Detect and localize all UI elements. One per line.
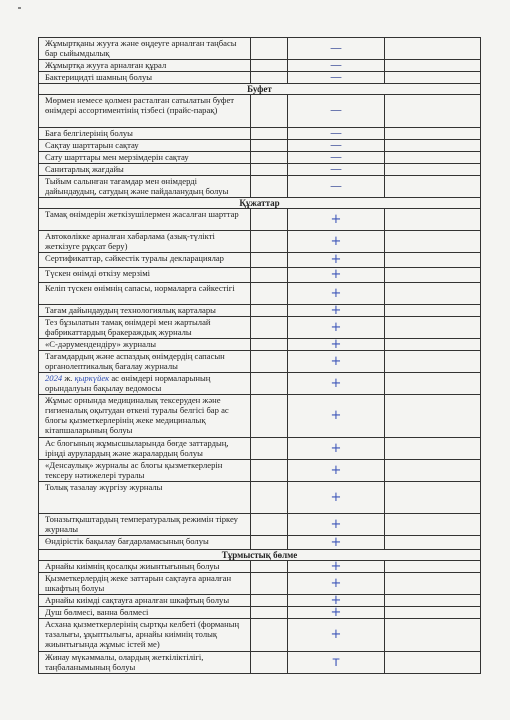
criterion-text: Тағамдардың және аспаздық өнімдердің сапасын органолептикалық бағалау журналы	[39, 351, 251, 373]
criterion-text: Толық тазалау жүргізу журналы	[39, 482, 251, 514]
blank-cell	[251, 536, 288, 550]
form-tail-text: ас өнімдері нормаларының орындалуын бақылау ведомосы	[45, 373, 211, 393]
notes-cell	[385, 395, 481, 438]
blank-cell	[251, 460, 288, 482]
scan-artifact	[18, 7, 21, 9]
table-row	[39, 253, 481, 268]
section-title: Құжаттар	[39, 198, 481, 209]
table-row	[39, 152, 481, 164]
criterion-text: Жұмыс орнында медициналық тексеруден және гигиеналық оқытудан өткені туралы белгісі бар ас блогы қызметкерлерінің жеке медициналық кітапшаларының болуы	[39, 395, 251, 438]
criterion-text: Келіп түскен өнімнің сапасы, нормаларға сәйкестігі	[39, 283, 251, 305]
handwritten-mark: +	[330, 534, 342, 550]
criterion-text: Қызметкерлердің жеке заттарын сақтауға арналған шкафтың болуы	[39, 573, 251, 595]
table-row	[39, 72, 481, 84]
notes-cell	[385, 438, 481, 460]
notes-cell	[385, 482, 481, 514]
handwritten-year: 2024	[45, 373, 63, 383]
blank-cell	[251, 619, 288, 652]
table-row	[39, 652, 481, 674]
blank-cell	[251, 176, 288, 198]
criterion-text: Сату шарттары мен мерзімдерін сақтау	[39, 152, 251, 164]
mark-cell	[288, 38, 385, 60]
criterion-text: Асхана қызметкерлерінің сыртқы келбеті (форманың тазалығы, ұқыптылығы, арнайы киімнің толық жиынтығында жұмыс істей ме)	[39, 619, 251, 652]
table-row	[39, 164, 481, 176]
notes-cell	[385, 595, 481, 607]
mark-cell	[288, 514, 385, 536]
notes-cell	[385, 283, 481, 305]
table-row	[39, 283, 481, 305]
notes-cell	[385, 460, 481, 482]
notes-cell	[385, 209, 481, 231]
criterion-text: Арнайы киімнің қосалқы жиынтығының болуы	[39, 561, 251, 573]
mark-cell	[288, 619, 385, 652]
year-suffix: ж.	[64, 373, 73, 383]
notes-cell	[385, 514, 481, 536]
handwritten-mark: +	[330, 302, 342, 318]
criterion-text: Ас блогының жұмысшыларында бөгде заттардың, іріңді аурулардың және жаралардың болуы	[39, 438, 251, 460]
table-row	[39, 438, 481, 460]
notes-cell	[385, 176, 481, 198]
mark-cell	[288, 373, 385, 395]
handwritten-mark: —	[330, 137, 342, 152]
table-row	[39, 38, 481, 60]
table-row	[39, 514, 481, 536]
handwritten-mark: +	[330, 336, 342, 352]
mark-cell	[288, 604, 385, 620]
blank-cell	[251, 72, 288, 84]
mark-cell	[288, 161, 385, 176]
notes-cell	[385, 72, 481, 84]
blank-cell	[251, 573, 288, 595]
blank-cell	[251, 140, 288, 152]
section-header	[39, 84, 481, 95]
blank-cell	[251, 595, 288, 607]
section-header	[39, 550, 481, 561]
table-row	[39, 268, 481, 283]
notes-cell	[385, 95, 481, 128]
mark-cell	[288, 317, 385, 339]
handwritten-mark: +	[330, 516, 342, 532]
table-row	[39, 619, 481, 652]
mark-cell	[288, 652, 385, 674]
table-row	[39, 573, 481, 595]
blank-cell	[251, 60, 288, 72]
criterion-text: Автокөлікке арналған хабарлама (азық-түлікті жеткізуге рұқсат беру)	[39, 231, 251, 253]
notes-cell	[385, 339, 481, 351]
section-header	[39, 198, 481, 209]
blank-cell	[251, 253, 288, 268]
section-title: Буфет	[39, 84, 481, 95]
criterion-text: Баға белгілерінің болуы	[39, 128, 251, 140]
blank-cell	[251, 283, 288, 305]
mark-cell	[288, 438, 385, 460]
table-row	[39, 536, 481, 550]
handwritten-mark: +	[330, 353, 342, 369]
notes-cell	[385, 607, 481, 619]
blank-cell	[251, 482, 288, 514]
section-title: Тұрмыстық бөлме	[39, 550, 481, 561]
notes-cell	[385, 38, 481, 60]
mark-cell	[288, 482, 385, 514]
handwritten-mark: +	[330, 558, 342, 574]
criterion-text: Арнайы киімді сақтауға арналған шкафтың болуы	[39, 595, 251, 607]
notes-cell	[385, 536, 481, 550]
handwritten-mark: +	[330, 252, 342, 267]
handwritten-mark: —	[330, 178, 342, 193]
table-row	[39, 209, 481, 231]
mark-cell	[288, 395, 385, 438]
blank-cell	[251, 38, 288, 60]
blank-cell	[251, 152, 288, 164]
handwritten-mark: +	[330, 211, 342, 227]
handwritten-month: қыркүйек	[74, 373, 110, 383]
table-row	[39, 317, 481, 339]
table-row	[39, 95, 481, 128]
blank-cell	[251, 95, 288, 128]
handwritten-mark: +	[330, 627, 342, 642]
table-row	[39, 60, 481, 72]
blank-cell	[251, 561, 288, 573]
criterion-text: Жұмыртқа жууға арналған құрал	[39, 60, 251, 72]
blank-cell	[251, 395, 288, 438]
mark-cell	[288, 253, 385, 268]
table-row	[39, 607, 481, 619]
handwritten-mark: +	[330, 489, 342, 505]
table-row	[39, 231, 481, 253]
mark-cell	[288, 336, 385, 352]
mark-cell	[288, 460, 385, 482]
criterion-text: Тоназытқыштардың температуралық режимін тіркеу журналы	[39, 514, 251, 536]
criterion-text	[39, 373, 251, 395]
handwritten-mark: —	[330, 103, 342, 117]
table-row	[39, 595, 481, 607]
blank-cell	[251, 231, 288, 253]
table-row	[39, 351, 481, 373]
mark-cell	[288, 558, 385, 574]
handwritten-mark: +	[330, 440, 342, 456]
blank-cell	[251, 339, 288, 351]
handwritten-mark: +	[330, 267, 342, 282]
handwritten-mark: +	[330, 575, 342, 591]
notes-cell	[385, 268, 481, 283]
mark-cell	[288, 351, 385, 373]
notes-cell	[385, 619, 481, 652]
notes-cell	[385, 164, 481, 176]
criterion-text: Бактерицидті шамның болуы	[39, 72, 251, 84]
criterion-text: Мөрмен немесе қолмен расталған сатылатын буфет өнімдері ассортиментінің тізбесі (прайс-парақ)	[39, 95, 251, 128]
blank-cell	[251, 268, 288, 283]
mark-cell	[288, 69, 385, 84]
criterion-text: Санитарлық жағдайы	[39, 164, 251, 176]
criterion-text: «Денсаулық» журналы ас блогы қызметкерлерін тексеру нәтижелері туралы	[39, 460, 251, 482]
table-row	[39, 339, 481, 351]
criterion-text: Тағам дайындаудың технологиялық карталары	[39, 305, 251, 317]
mark-cell	[288, 302, 385, 318]
table-row	[39, 561, 481, 573]
notes-cell	[385, 573, 481, 595]
blank-cell	[251, 438, 288, 460]
blank-cell	[251, 317, 288, 339]
notes-cell	[385, 60, 481, 72]
handwritten-mark: —	[330, 125, 342, 140]
table-row	[39, 128, 481, 140]
handwritten-mark: +	[330, 408, 342, 423]
notes-cell	[385, 373, 481, 395]
table-row	[39, 395, 481, 438]
handwritten-mark: —	[330, 40, 342, 55]
blank-cell	[251, 305, 288, 317]
mark-cell	[288, 231, 385, 253]
handwritten-mark: +	[330, 592, 342, 608]
blank-cell	[251, 128, 288, 140]
handwritten-mark: —	[330, 161, 342, 176]
notes-cell	[385, 231, 481, 253]
handwritten-mark: +	[330, 233, 342, 249]
mark-cell	[288, 95, 385, 128]
blank-cell	[251, 209, 288, 231]
notes-cell	[385, 561, 481, 573]
handwritten-mark: —	[330, 149, 342, 164]
criterion-text: Душ бөлмесі, ванна бөлмесі	[39, 607, 251, 619]
mark-cell	[288, 536, 385, 550]
notes-cell	[385, 253, 481, 268]
table-row	[39, 482, 481, 514]
handwritten-mark: +	[330, 375, 342, 391]
criterion-text: «С-дәрумендендіру» журналы	[39, 339, 251, 351]
criterion-text: Жинау мүкәммалы, олардың жеткіліктілігі, таңбаланымының болуы	[39, 652, 251, 674]
table-row	[39, 305, 481, 317]
notes-cell	[385, 140, 481, 152]
mark-cell	[288, 209, 385, 231]
handwritten-mark: +	[330, 604, 342, 620]
table-row	[39, 140, 481, 152]
criterion-text: Жұмыртқаны жууға және өңдеуге арналған таңбасы бар сыйымдылық	[39, 38, 251, 60]
notes-cell	[385, 317, 481, 339]
handwritten-mark: —	[330, 69, 342, 84]
criterion-text: Тамақ өнімдерін жеткізушілермен жасалған шарттар	[39, 209, 251, 231]
handwritten-mark: —	[330, 57, 342, 72]
mark-cell	[288, 283, 385, 305]
criterion-text: Түскен өнімді өткізу мерзімі	[39, 268, 251, 283]
criterion-text: Тыйым салынған тағамдар мен өнімдерді дайындаудың, сатудың және пайдаланудың болуы	[39, 176, 251, 198]
criterion-text: Өндірістік бақылау бағдарламасының болуы	[39, 536, 251, 550]
notes-cell	[385, 652, 481, 674]
criterion-text: Тез бұзылатын тамақ өнімдері мен жартылай фабрикаттардың бракераждық журналы	[39, 317, 251, 339]
checklist-body	[39, 38, 481, 674]
criterion-text: Сертификаттар, сәйкестік туралы декларациялар	[39, 253, 251, 268]
blank-cell	[251, 652, 288, 674]
blank-cell	[251, 164, 288, 176]
blank-cell	[251, 351, 288, 373]
mark-cell	[288, 268, 385, 283]
blank-cell	[251, 373, 288, 395]
handwritten-mark: т	[332, 654, 340, 670]
blank-cell	[251, 514, 288, 536]
notes-cell	[385, 152, 481, 164]
notes-cell	[385, 305, 481, 317]
table-row	[39, 373, 481, 395]
table-row	[39, 176, 481, 198]
blank-cell	[251, 607, 288, 619]
table-row	[39, 460, 481, 482]
checklist-table	[38, 37, 481, 674]
mark-cell	[288, 176, 385, 198]
notes-cell	[385, 128, 481, 140]
handwritten-mark: +	[330, 285, 342, 301]
handwritten-mark: +	[330, 462, 342, 478]
criterion-text: Сақтау шарттарын сақтау	[39, 140, 251, 152]
mark-cell	[288, 573, 385, 595]
notes-cell	[385, 351, 481, 373]
handwritten-mark: +	[330, 319, 342, 335]
